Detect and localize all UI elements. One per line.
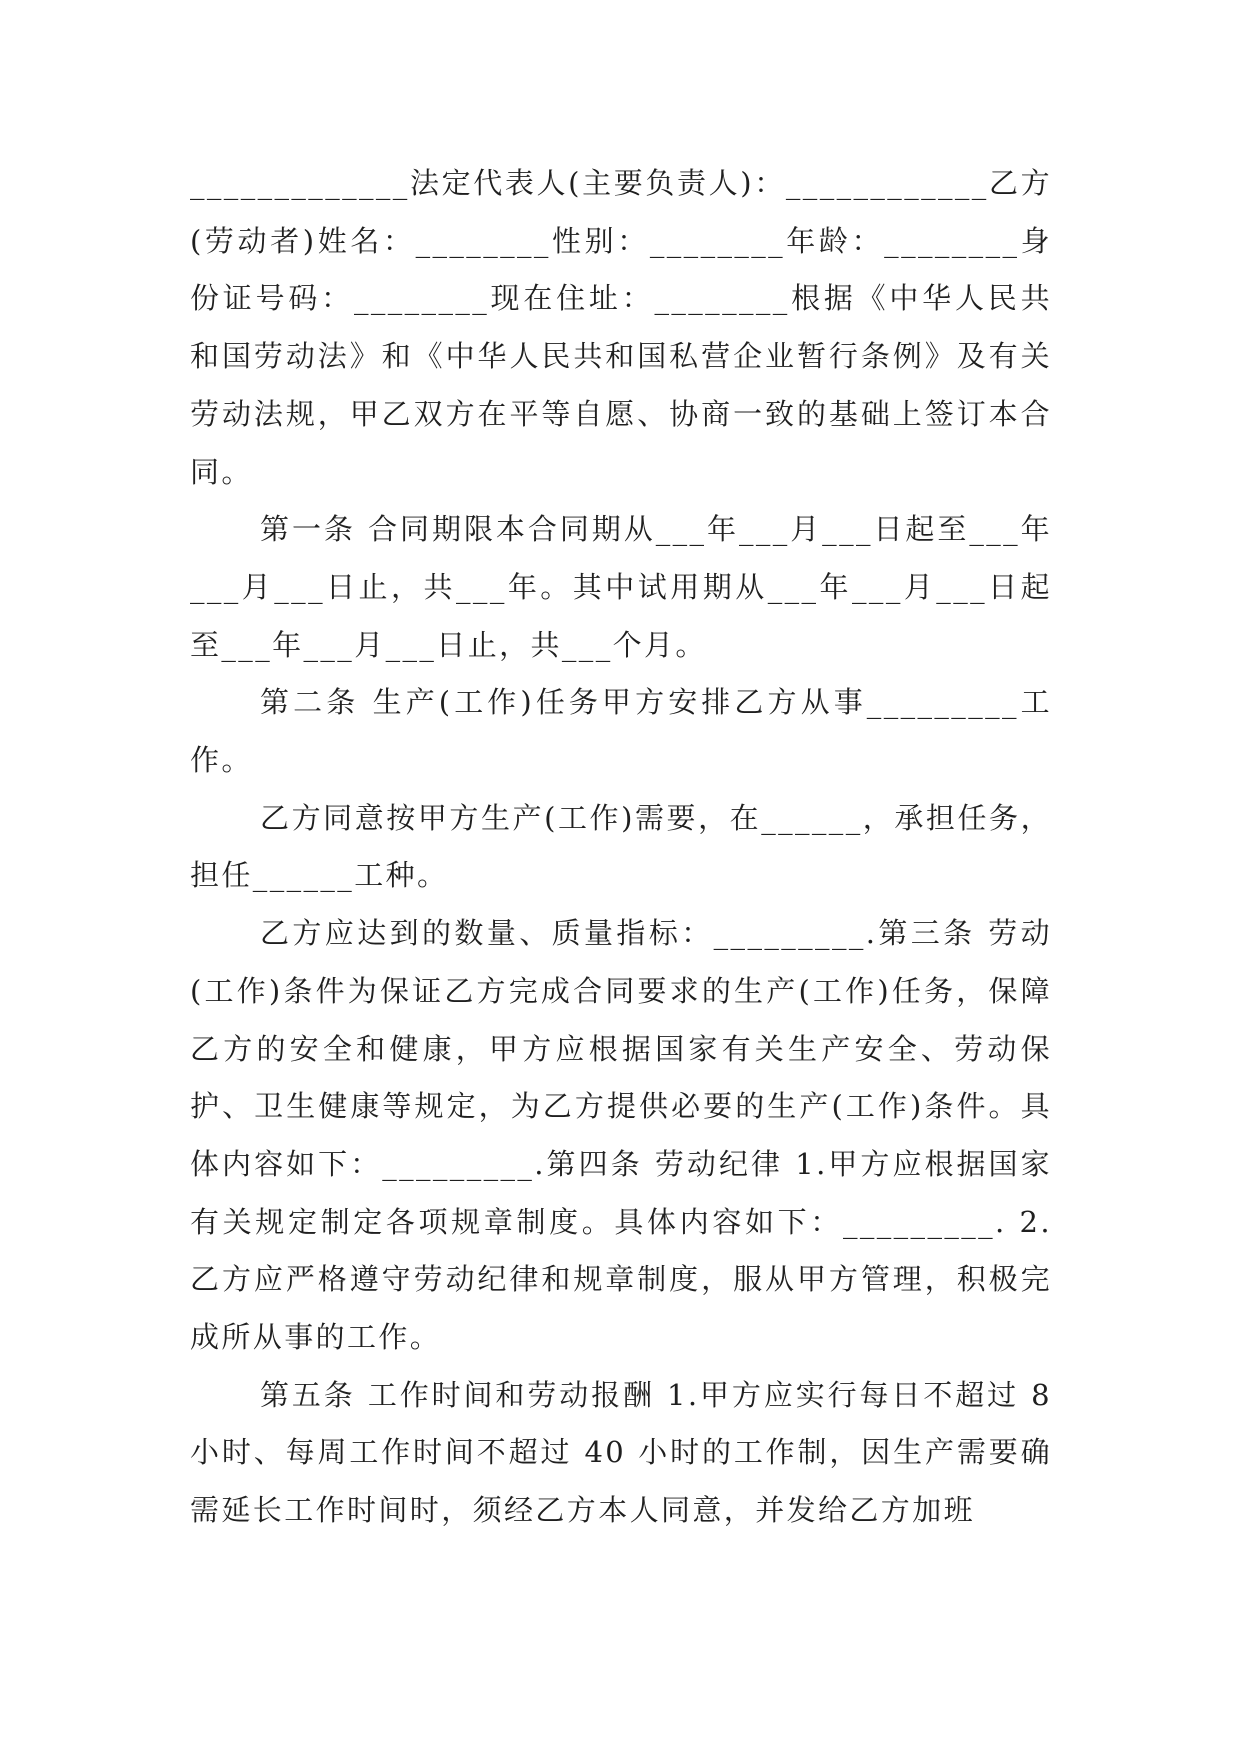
paragraph-article-2: 第二条 生产(工作)任务甲方安排乙方从事_________工作。 <box>190 685 1052 778</box>
document-body <box>190 155 1052 1540</box>
paragraph-parties: _____________法定代表人(主要负责人)：____________乙方(劳动者)姓名：________性别：________年龄：________身份证号码：________现在住址：________根据《中华人民共和国劳动法》和《中华人民共和国私营企业暂行条例》及有关劳动法规，甲乙双方在平等自愿、协商一致的基础上签订本合同。 <box>190 166 1052 489</box>
paragraph-articles-3-4: 乙方应达到的数量、质量指标：_________.第三条 劳动(工作)条件为保证乙方完成合同要求的生产(工作)任务，保障乙方的安全和健康，甲方应根据国家有关生产安全、劳动保护、卫生健康等规定，为乙方提供必要的生产(工作)条件。具体内容如下：_________.第四条 劳动纪律 1.甲方应根据国家有关规定制定各项规章制度。具体内容如下：_________. 2.乙方应严格遵守劳动纪律和规章制度，服从甲方管理，积极完成所从事的工作。 <box>190 916 1052 1355</box>
paragraph-article-5: 第五条 工作时间和劳动报酬 1.甲方应实行每日不超过 8 小时、每周工作时间不超过 40 小时的工作制，因生产需要确需延长工作时间时，须经乙方本人同意，并发给乙方加班 <box>190 1377 1052 1528</box>
paragraph-article-1: 第一条 合同期限本合同期从___年___月___日起至___年___月___日止，共___年。其中试用期从___年___月___日起至___年___月___日止，共___个月。 <box>190 512 1052 662</box>
paragraph-task-assignment: 乙方同意按甲方生产(工作)需要，在______，承担任务，担任______工种。 <box>190 800 1052 893</box>
